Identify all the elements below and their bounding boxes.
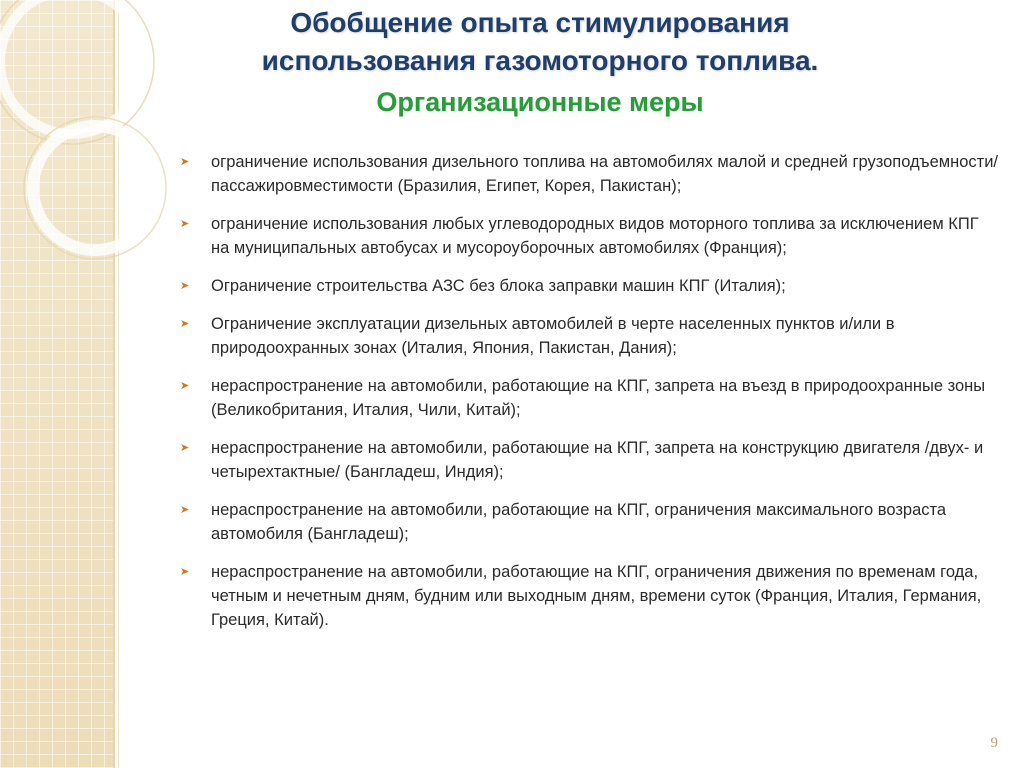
arrow-right-icon: ➤ [180,380,190,392]
bullet-text: нераспространение на автомобили, работающие на КПГ, ограничения максимального возраста автомобиля (Бангладеш); [211,501,947,543]
arrow-right-icon: ➤ [180,566,190,578]
bullet-item [180,436,1000,484]
bullet-text: нераспространение на автомобили, работающие на КПГ, ограничения движения по временам года, четным и нечетным дням, будним или выходным дням, времени суток (Франция, Италия, Германия, Греция, Китай). [211,563,982,629]
decorative-circles [0,0,200,330]
page-number: 9 [990,735,998,751]
bullet-text: ограничение использования дизельного топлива на автомобилях малой и средней грузоподъемности/пассажировместимости (Бразилия, Египет, Корея, Пакистан); [211,153,999,195]
arrow-right-icon: ➤ [180,442,190,454]
arrow-right-icon: ➤ [180,318,190,330]
decorative-circle-large [0,0,144,134]
bullet-item [180,274,1000,298]
arrow-right-icon: ➤ [180,504,190,516]
bullet-item [180,560,1000,632]
bullet-text: ограничение использования любых углеводородных видов моторного топлива за исключением КПГ на муниципальных автобусах и мусороуборочных автомобилях (Франция); [211,215,979,257]
arrow-right-icon: ➤ [180,280,190,292]
arrow-right-icon: ➤ [180,218,190,230]
bullet-item [180,498,1000,546]
bullet-text: нераспространение на автомобили, работающие на КПГ, запрета на конструкцию двигателя /двух- и четырехтактные/ (Бангладеш, Индия); [211,439,984,481]
arrow-right-icon: ➤ [180,156,190,168]
bullet-text: Ограничение эксплуатации дизельных автомобилей в черте населенных пунктов и/или в природоохранных зонах (Италия, Япония, Пакистан, Дания); [211,315,895,357]
slide-title: Обобщение опыта стимулирования использования газомоторного топлива. [261,7,819,76]
bullet-item [180,212,1000,260]
decorative-circle-small-outline [24,117,166,259]
bullet-item [180,150,1000,198]
bullet-text: нераспространение на автомобили, работающие на КПГ, запрета на въезд в природоохранные зоны (Великобритания, Италия, Чили, Китай); [211,377,986,419]
decorative-circle-small [33,126,157,250]
slide-subtitle: Организационные меры [376,87,704,117]
bullet-text: Ограничение строительства АЗС без блока заправки машин КПГ (Италия); [211,277,786,295]
bullet-item [180,374,1000,422]
bullet-list [180,150,1000,646]
bullet-item [180,312,1000,360]
